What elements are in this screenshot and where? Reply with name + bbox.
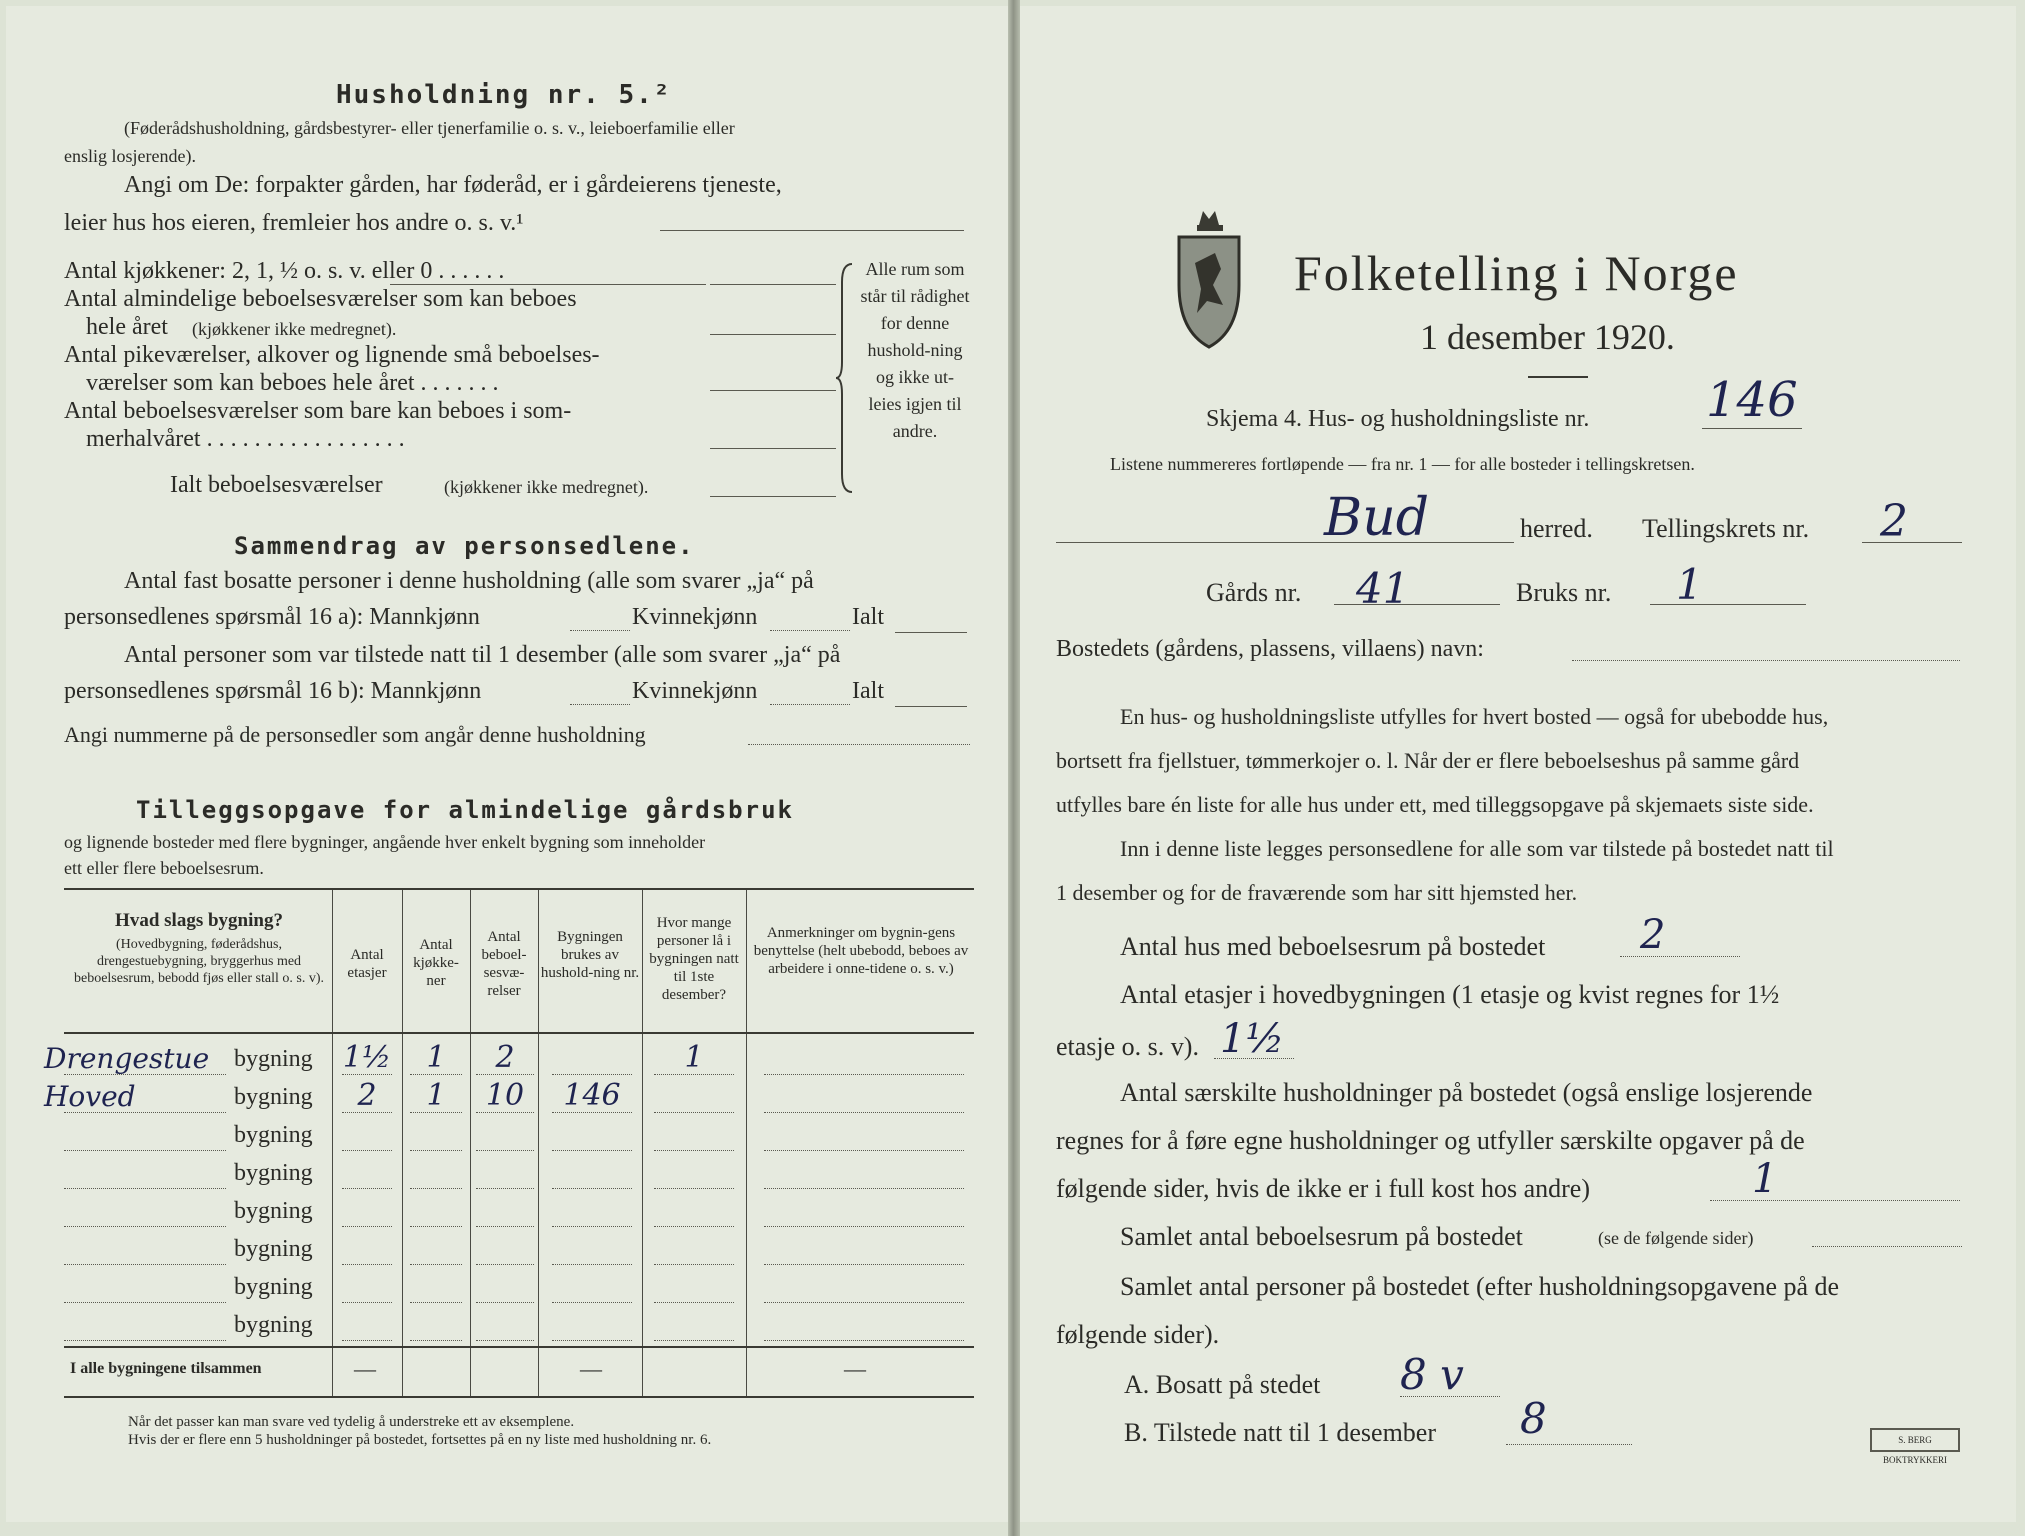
pike-label-1: Antal pikeværelser, alkover og lignende små beboelses- bbox=[64, 342, 600, 368]
sommer-label-2: merhalvåret . . . . . . . . . . . . . . . . . bbox=[86, 426, 405, 452]
answer-line-ialt bbox=[710, 496, 836, 497]
angi-line-2: leier hus hos eieren, fremleier hos andre o. s. v.¹ bbox=[64, 210, 524, 236]
header-anm: Anmerkninger om bygnin-gens benyttelse (helt ubebodd, beboes av arbeidere i onne-tidene o. s. v.) bbox=[753, 925, 969, 977]
skjema-underline bbox=[1702, 428, 1802, 429]
census-date: 1 desember 1920. bbox=[1420, 317, 1675, 357]
row-line bbox=[654, 1188, 734, 1189]
herred-value: Bud bbox=[1324, 488, 1429, 548]
cell-etasjer: 1½ bbox=[342, 1040, 392, 1075]
samlet-pers-2: følgende sider). bbox=[1056, 1320, 1220, 1349]
row-type-value: Drengestue bbox=[44, 1042, 210, 1075]
row-line bbox=[476, 1340, 534, 1341]
pike-label-2: værelser som kan beboes hele året . . . . . . . bbox=[86, 370, 499, 396]
row-line bbox=[476, 1150, 534, 1151]
samlet-rum-label: Samlet antal beboelsesrum på bostedet bbox=[1120, 1222, 1523, 1251]
tilstede-line bbox=[1506, 1444, 1632, 1445]
samlet-rum-line bbox=[1812, 1246, 1962, 1247]
table-row bbox=[64, 1230, 974, 1268]
bruks-value: 1 bbox=[1676, 560, 1703, 609]
row-line bbox=[476, 1302, 534, 1303]
etasjer-label-1: Antal etasjer i hovedbygningen (1 etasje og kvist regnes for 1½ bbox=[1120, 980, 1780, 1009]
table-row bbox=[64, 1192, 974, 1230]
row-line bbox=[342, 1302, 392, 1303]
row-line bbox=[654, 1226, 734, 1227]
row-line bbox=[410, 1112, 462, 1113]
alm-label-1: Antal almindelige beboelsesværelser som kan beboes bbox=[64, 286, 577, 312]
row-line bbox=[552, 1112, 632, 1113]
row-line bbox=[552, 1188, 632, 1189]
b-ialt-line bbox=[895, 706, 967, 707]
kjokkener-label: Antal kjøkkener: 2, 1, ½ o. s. v. eller 0 . . . . . . bbox=[64, 258, 505, 284]
etasjer-value: 1½ bbox=[1220, 1016, 1285, 1062]
gards-line bbox=[1334, 604, 1500, 605]
household-title: Husholdning nr. 5.² bbox=[336, 80, 672, 110]
antal-hus-line bbox=[1620, 956, 1740, 957]
row-line bbox=[64, 1226, 226, 1227]
row-line bbox=[342, 1150, 392, 1151]
nummerne-label: Angi nummerne på de personsedler som angår denne husholdning bbox=[64, 722, 646, 747]
info-2: bortsett fra fjellstuer, tømmerkojer o. l. Når der er flere beboelseshus på samme gård bbox=[1056, 748, 1800, 773]
row-line bbox=[410, 1302, 462, 1303]
household-subtitle-1: (Føderådshusholdning, gårdsbestyrer- eller tjenerfamilie o. s. v., leieboerfamilie eller bbox=[124, 118, 735, 138]
samlet-pers-1: Samlet antal personer på bostedet (efter husholdningsopgavene på de bbox=[1120, 1272, 1840, 1301]
total-label: I alle bygningene tilsammen bbox=[70, 1360, 262, 1377]
answer-line-alm bbox=[710, 334, 836, 335]
table-row bbox=[64, 1116, 974, 1154]
cell-vaerelser: 10 bbox=[485, 1078, 525, 1113]
info-5: 1 desember og for de fraværende som har sitt hjemsted her. bbox=[1056, 880, 1578, 905]
row-suffix: bygning bbox=[234, 1312, 313, 1338]
table-row bbox=[44, 1040, 974, 1078]
row-line bbox=[764, 1150, 964, 1151]
answer-line-pike bbox=[710, 390, 836, 391]
row-line bbox=[410, 1188, 462, 1189]
tillegg-sub-2: ett eller flere beboelsesrum. bbox=[64, 858, 264, 878]
row-line bbox=[342, 1340, 392, 1341]
b-kvinne-line bbox=[770, 704, 850, 705]
row-line bbox=[410, 1264, 462, 1265]
row-line bbox=[552, 1264, 632, 1265]
row-line bbox=[64, 1264, 226, 1265]
row-line bbox=[342, 1226, 392, 1227]
row-line bbox=[654, 1302, 734, 1303]
nummerne-line bbox=[748, 744, 970, 745]
row-line bbox=[342, 1264, 392, 1265]
row-line bbox=[64, 1074, 226, 1075]
row-suffix: bygning bbox=[234, 1046, 313, 1072]
row-line bbox=[654, 1074, 734, 1075]
cell-etasjer: 2 bbox=[357, 1078, 377, 1113]
info-1: En hus- og husholdningsliste utfylles for hvert bosted — også for ubebodde hus, bbox=[1120, 704, 1829, 729]
tilstede-value: 8 bbox=[1520, 1394, 1547, 1443]
row-line bbox=[476, 1226, 534, 1227]
etasjer-label-2: etasje o. s. v). bbox=[1056, 1032, 1199, 1061]
row-line bbox=[410, 1074, 462, 1075]
ialt-label: Ialt beboelsesværelser bbox=[170, 472, 383, 498]
bruks-line bbox=[1650, 604, 1806, 605]
row-line bbox=[476, 1264, 534, 1265]
row-line bbox=[764, 1112, 964, 1113]
row-line bbox=[64, 1150, 226, 1151]
bruks-label: Bruks nr. bbox=[1516, 578, 1612, 607]
row-line bbox=[476, 1188, 534, 1189]
row-suffix: bygning bbox=[234, 1084, 313, 1110]
census-title: Folketelling i Norge bbox=[1294, 245, 1739, 301]
tellingskrets-value: 2 bbox=[1880, 496, 1908, 547]
header-brukes: Bygningen brukes av hushold-ning nr. bbox=[540, 929, 640, 981]
saerskilte-value: 1 bbox=[1752, 1156, 1778, 1202]
angi-line-1: Angi om De: forpakter gården, har føderåd, er i gårdeierens tjeneste, bbox=[124, 172, 782, 198]
printer-stamp: S. BERG BOKTRYKKERI bbox=[1870, 1428, 1960, 1452]
header-divider bbox=[64, 1032, 974, 1034]
header-type-title: Hvad slags bygning? bbox=[115, 910, 283, 931]
row-line bbox=[764, 1302, 964, 1303]
info-4: Inn i denne liste legges personsedlene for alle som var tilstede på bostedet natt til bbox=[1120, 836, 1834, 861]
row-line bbox=[342, 1188, 392, 1189]
title-rule bbox=[1528, 376, 1588, 378]
cell-brukes: 146 bbox=[563, 1078, 621, 1113]
cell-personer: 1 bbox=[684, 1040, 704, 1075]
angi-answer-line bbox=[660, 230, 964, 231]
tellingskrets-line bbox=[1862, 542, 1962, 543]
row-line bbox=[64, 1188, 226, 1189]
sommer-label-1: Antal beboelsesværelser som bare kan beboes i som- bbox=[64, 398, 572, 424]
sammendrag-a-ialt: Ialt bbox=[852, 604, 884, 630]
herred-line bbox=[1056, 542, 1514, 543]
gards-value: 41 bbox=[1356, 564, 1410, 613]
sammendrag-a-1: Antal fast bosatte personer i denne husholdning (alle som svarer „ja“ på bbox=[124, 568, 814, 594]
row-line bbox=[764, 1226, 964, 1227]
total-dash-anm: — bbox=[844, 1356, 866, 1381]
row-line bbox=[410, 1226, 462, 1227]
row-line bbox=[764, 1074, 964, 1075]
ialt-small: (kjøkkener ikke medregnet). bbox=[444, 477, 649, 497]
row-line bbox=[552, 1340, 632, 1341]
row-suffix: bygning bbox=[234, 1198, 313, 1224]
alm-label-small: (kjøkkener ikke medregnet). bbox=[192, 319, 397, 339]
saerskilte-2: regnes for å føre egne husholdninger og utfyller særskilte opgaver på de bbox=[1056, 1126, 1805, 1155]
sammendrag-a-kvinne: Kvinnekjønn bbox=[632, 604, 758, 630]
header-etasjer: Antal etasjer bbox=[347, 947, 387, 981]
saerskilte-line bbox=[1710, 1200, 1960, 1201]
row-line bbox=[476, 1074, 534, 1075]
header-personer: Hvor mange personer lå i bygningen natt til 1ste desember? bbox=[649, 915, 739, 1003]
building-table bbox=[44, 888, 974, 1398]
table-row bbox=[44, 1078, 974, 1116]
table-row bbox=[64, 1306, 974, 1344]
row-line bbox=[64, 1112, 226, 1113]
row-line bbox=[654, 1264, 734, 1265]
tilstede-label: B. Tilstede natt til 1 desember bbox=[1124, 1418, 1436, 1447]
skjema-label: Skjema 4. Hus- og husholdningsliste nr. bbox=[1206, 406, 1590, 432]
table-row bbox=[64, 1154, 974, 1192]
bosatt-value: 8 v bbox=[1400, 1350, 1464, 1399]
bracket-note: Alle rum som står til rådighet for denne hushold-ning og ikke ut-leies igjen til andre. bbox=[860, 259, 970, 441]
antal-hus-label: Antal hus med beboelsesrum på bostedet bbox=[1120, 932, 1546, 961]
row-line bbox=[64, 1340, 226, 1341]
row-line bbox=[476, 1112, 534, 1113]
bostedet-label: Bostedets (gårdens, plassens, villaens) navn: bbox=[1056, 636, 1484, 662]
skjema-number: 146 bbox=[1706, 372, 1798, 428]
row-line bbox=[764, 1188, 964, 1189]
listene-note: Listene nummereres fortløpende — fra nr. 1 — for alle bosteder i tellingskretsen. bbox=[1110, 454, 1695, 474]
b-mann-line bbox=[570, 704, 630, 705]
total-divider bbox=[64, 1346, 974, 1348]
a-ialt-line bbox=[895, 632, 967, 633]
tillegg-sub-1: og lignende bosteder med flere bygninger, angående hver enkelt bygning som inneholder bbox=[64, 832, 706, 852]
etasjer-line bbox=[1214, 1058, 1294, 1059]
row-line bbox=[342, 1074, 392, 1075]
kjokkener-underline bbox=[390, 284, 706, 285]
tellingskrets-label: Tellingskrets nr. bbox=[1642, 514, 1810, 543]
row-suffix: bygning bbox=[234, 1160, 313, 1186]
saerskilte-3: følgende sider, hvis de ikke er i full kost hos andre) bbox=[1056, 1174, 1590, 1203]
gards-label: Gårds nr. bbox=[1206, 578, 1302, 607]
header-vaerelser: Antal beboel-sesvæ-relser bbox=[481, 929, 527, 999]
coat-of-arms-icon bbox=[1175, 205, 1243, 355]
total-dash-etasjer: — bbox=[354, 1356, 376, 1381]
row-line bbox=[654, 1340, 734, 1341]
sammendrag-b-kvinne: Kvinnekjønn bbox=[632, 678, 758, 704]
row-line bbox=[764, 1340, 964, 1341]
bracket-icon bbox=[836, 262, 856, 494]
row-line bbox=[552, 1302, 632, 1303]
cell-kjokkener: 1 bbox=[426, 1078, 446, 1113]
cell-kjokkener: 1 bbox=[426, 1040, 446, 1075]
row-line bbox=[64, 1302, 226, 1303]
row-line bbox=[654, 1112, 734, 1113]
sammendrag-b-ialt: Ialt bbox=[852, 678, 884, 704]
row-suffix: bygning bbox=[234, 1274, 313, 1300]
bosatt-line bbox=[1400, 1396, 1500, 1397]
row-line bbox=[552, 1074, 632, 1075]
info-3: utfylles bare én liste for alle hus under ett, med tilleggsopgave på skjemaets siste side. bbox=[1056, 792, 1814, 817]
a-mann-line bbox=[570, 630, 630, 631]
answer-line-sommer bbox=[710, 448, 836, 449]
row-line bbox=[342, 1112, 392, 1113]
bosatt-label: A. Bosatt på stedet bbox=[1124, 1370, 1321, 1399]
sammendrag-title: Sammendrag av personsedlene. bbox=[234, 532, 695, 560]
sammendrag-b-2: personsedlenes spørsmål 16 b): Mannkjønn bbox=[64, 678, 482, 704]
footnote-1: Når det passer kan man svare ved tydelig å understreke ett av eksemplene. bbox=[128, 1414, 575, 1430]
herred-label: herred. bbox=[1520, 514, 1593, 543]
cell-vaerelser: 2 bbox=[495, 1040, 515, 1075]
row-line bbox=[410, 1340, 462, 1341]
samlet-rum-small: (se de følgende sider) bbox=[1598, 1228, 1754, 1248]
row-suffix: bygning bbox=[234, 1122, 313, 1148]
saerskilte-1: Antal særskilte husholdninger på bostedet (også enslige losjerende bbox=[1120, 1078, 1813, 1107]
row-line bbox=[410, 1150, 462, 1151]
row-line bbox=[654, 1150, 734, 1151]
answer-line-kjokkener bbox=[710, 284, 836, 285]
header-type-desc: (Hovedbygning, føderådshus, drengestuebygning, bryggerhus med beboelsesrum, bebodd fjøs eller stall o. s. v). bbox=[73, 937, 324, 986]
row-line bbox=[552, 1150, 632, 1151]
header-kjokkener: Antal kjøkke-ner bbox=[413, 937, 459, 989]
footnote-2: Hvis der er flere enn 5 husholdninger på bostedet, fortsettes på en ny liste med husholdning nr. 6. bbox=[128, 1432, 712, 1448]
sammendrag-b-1: Antal personer som var tilstede natt til 1 desember (alle som svarer „ja“ på bbox=[124, 642, 841, 668]
bostedet-line bbox=[1572, 660, 1960, 661]
row-type-value: Hoved bbox=[44, 1080, 136, 1113]
sammendrag-a-2: personsedlenes spørsmål 16 a): Mannkjønn bbox=[64, 604, 480, 630]
alm-label-2: hele året bbox=[86, 314, 168, 340]
row-line bbox=[764, 1264, 964, 1265]
page-fold bbox=[1008, 0, 1020, 1536]
row-suffix: bygning bbox=[234, 1236, 313, 1262]
table-row bbox=[64, 1268, 974, 1306]
total-dash-brukes: — bbox=[580, 1356, 602, 1381]
antal-hus-value: 2 bbox=[1640, 912, 1666, 958]
a-kvinne-line bbox=[770, 630, 850, 631]
row-line bbox=[552, 1226, 632, 1227]
household-subtitle-2: enslig losjerende). bbox=[64, 146, 196, 166]
tillegg-title: Tilleggsopgave for almindelige gårdsbruk bbox=[136, 796, 794, 824]
